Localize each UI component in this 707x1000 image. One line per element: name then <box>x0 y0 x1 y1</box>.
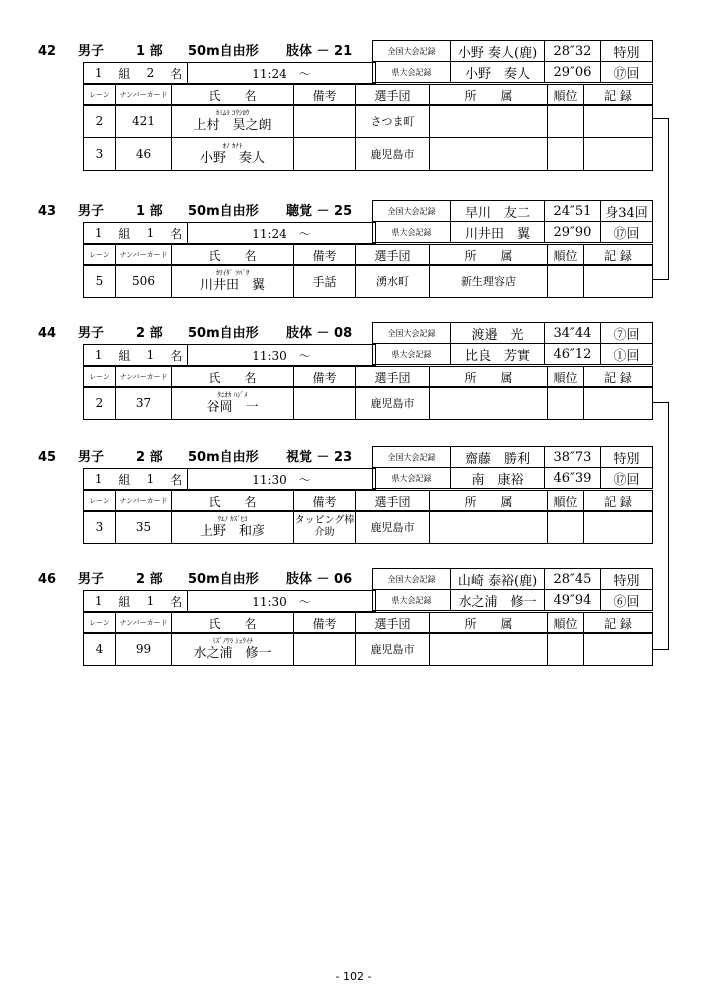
column-headers <box>83 490 653 512</box>
name-kana: ｶﾐﾑﾗ ｺｳｼﾛｳ <box>215 108 250 117</box>
start-time: 11:30 ～ <box>188 345 376 366</box>
event-number: 43 <box>38 204 57 219</box>
athlete-count: 1 <box>136 345 166 366</box>
header-affil: 所 属 <box>430 85 548 106</box>
pref-record-label: 県大会記録 <box>373 590 451 611</box>
header-team: 選手団 <box>356 245 430 266</box>
note <box>294 387 356 420</box>
heat-info <box>83 590 376 612</box>
header-note: 備考 <box>294 491 356 512</box>
event-title <box>38 322 372 346</box>
header-lane: レーン <box>84 491 116 512</box>
rank <box>548 138 584 171</box>
header-team: 選手団 <box>356 491 430 512</box>
athlete-name <box>172 138 294 171</box>
record <box>584 387 653 420</box>
record-table <box>372 446 653 489</box>
affiliation <box>430 633 548 666</box>
header-name: 氏 名 <box>172 245 294 266</box>
athlete-count: 1 <box>136 591 166 612</box>
name-kanji: 谷岡 一 <box>206 399 259 415</box>
header-card: ナンバーカード <box>116 367 172 388</box>
heat-number: 1 <box>84 591 114 612</box>
header-affil: 所 属 <box>430 613 548 634</box>
event-division: 1 部 <box>136 204 163 219</box>
athlete-name <box>172 265 294 298</box>
event-category: 視覚 － 23 <box>286 450 353 465</box>
note: 手話 <box>294 265 356 298</box>
record-table <box>372 40 653 83</box>
record <box>584 105 653 138</box>
athlete-count: 1 <box>136 223 166 244</box>
header-record: 記 録 <box>584 85 653 106</box>
heat-unit: 組 <box>114 223 136 244</box>
pref-record-label: 県大会記録 <box>373 468 451 489</box>
heat-info <box>83 344 376 366</box>
note <box>294 105 356 138</box>
athlete-table <box>83 632 653 666</box>
event-race: 50m自由形 <box>188 450 259 465</box>
start-time: 11:30 ～ <box>188 469 376 490</box>
lane: 2 <box>84 105 116 138</box>
event-gender: 男子 <box>78 450 105 465</box>
header-affil: 所 属 <box>430 367 548 388</box>
header-affil: 所 属 <box>430 245 548 266</box>
national-record-note: 身34回 <box>601 201 653 222</box>
note <box>294 633 356 666</box>
affiliation <box>430 105 548 138</box>
pref-record-holder: 川井田 翼 <box>451 222 545 243</box>
pref-record-note: ⑰回 <box>601 62 653 83</box>
lane: 4 <box>84 633 116 666</box>
heat-number: 1 <box>84 223 114 244</box>
count-unit: 名 <box>166 345 188 366</box>
national-record-time: 34″44 <box>545 323 601 344</box>
event-gender: 男子 <box>78 44 105 59</box>
card-number: 421 <box>116 105 172 138</box>
card-number: 99 <box>116 633 172 666</box>
team: 鹿児島市 <box>356 511 430 544</box>
start-time: 11:24 ～ <box>188 223 376 244</box>
rank <box>548 105 584 138</box>
header-card: ナンバーカード <box>116 85 172 106</box>
table-row <box>84 138 653 171</box>
pref-record-holder: 比良 芳實 <box>451 344 545 365</box>
header-name: 氏 名 <box>172 367 294 388</box>
name-kanji: 小野 奏人 <box>199 150 265 166</box>
name-kanji: 水之浦 修一 <box>193 645 272 661</box>
column-headers <box>83 244 653 266</box>
card-number: 37 <box>116 387 172 420</box>
header-team: 選手団 <box>356 85 430 106</box>
card-number: 46 <box>116 138 172 171</box>
header-affil: 所 属 <box>430 491 548 512</box>
event-gender: 男子 <box>78 572 105 587</box>
pref-record-time: 29″90 <box>545 222 601 243</box>
national-record-holder: 小野 奏人(鹿) <box>451 41 545 62</box>
event-division: 2 部 <box>136 450 163 465</box>
pref-record-note: ①回 <box>601 344 653 365</box>
header-card: ナンバーカード <box>116 245 172 266</box>
national-record-note: ⑦回 <box>601 323 653 344</box>
national-record-label: 全国大会記録 <box>373 41 451 62</box>
event-number: 44 <box>38 326 57 341</box>
pref-record-holder: 小野 奏人 <box>451 62 545 83</box>
heat-unit: 組 <box>114 63 136 84</box>
table-row <box>84 633 653 666</box>
lane: 3 <box>84 138 116 171</box>
record <box>584 265 653 298</box>
pref-record-note: ⑰回 <box>601 222 653 243</box>
event-43 <box>38 200 652 293</box>
heat-number: 1 <box>84 345 114 366</box>
header-lane: レーン <box>84 85 116 106</box>
event-division: 2 部 <box>136 326 163 341</box>
athlete-count: 1 <box>136 469 166 490</box>
heat-unit: 組 <box>114 469 136 490</box>
note: タッピング棒介助 <box>294 511 356 544</box>
affiliation <box>430 138 548 171</box>
team: 湧水町 <box>356 265 430 298</box>
name-kana: ﾐｽﾞﾉｳﾗ ｼｭｳｲﾁ <box>212 636 253 645</box>
event-46 <box>38 568 652 661</box>
athlete-name <box>172 387 294 420</box>
national-record-label: 全国大会記録 <box>373 569 451 590</box>
rank <box>548 633 584 666</box>
name-kana: ｶﾜｲﾀﾞ ﾂﾊﾞｻ <box>215 268 250 277</box>
header-rank: 順位 <box>548 367 584 388</box>
header-lane: レーン <box>84 367 116 388</box>
heat-info <box>83 222 376 244</box>
table-row <box>84 265 653 298</box>
event-gender: 男子 <box>78 326 105 341</box>
pref-record-note: ⑰回 <box>601 468 653 489</box>
name-kana: ｳｴﾉ ｶｽﾞﾋｺ <box>217 514 248 523</box>
athlete-table <box>83 104 653 171</box>
header-name: 氏 名 <box>172 491 294 512</box>
event-race: 50m自由形 <box>188 204 259 219</box>
note <box>294 138 356 171</box>
affiliation <box>430 511 548 544</box>
header-rank: 順位 <box>548 245 584 266</box>
table-row <box>84 387 653 420</box>
affiliation <box>430 387 548 420</box>
column-headers <box>83 612 653 634</box>
event-gender: 男子 <box>78 204 105 219</box>
lane: 3 <box>84 511 116 544</box>
athlete-count: 2 <box>136 63 166 84</box>
name-kanji: 上野 和彦 <box>199 523 265 539</box>
pref-record-holder: 水之浦 修一 <box>451 590 545 611</box>
start-time: 11:24 ～ <box>188 63 376 84</box>
record-table <box>372 200 653 243</box>
record-table <box>372 568 653 611</box>
header-record: 記 録 <box>584 367 653 388</box>
header-lane: レーン <box>84 613 116 634</box>
header-rank: 順位 <box>548 85 584 106</box>
athlete-name <box>172 633 294 666</box>
national-record-note: 特別 <box>601 447 653 468</box>
pref-record-time: 46″39 <box>545 468 601 489</box>
event-race: 50m自由形 <box>188 326 259 341</box>
pref-record-time: 29″06 <box>545 62 601 83</box>
event-division: 2 部 <box>136 572 163 587</box>
header-note: 備考 <box>294 613 356 634</box>
header-record: 記 録 <box>584 613 653 634</box>
event-race: 50m自由形 <box>188 44 259 59</box>
team: さつま町 <box>356 105 430 138</box>
national-record-label: 全国大会記録 <box>373 447 451 468</box>
pref-record-label: 県大会記録 <box>373 344 451 365</box>
event-category: 肢体 － 08 <box>286 326 353 341</box>
team: 鹿児島市 <box>356 633 430 666</box>
count-unit: 名 <box>166 63 188 84</box>
national-record-holder: 渡邉 光 <box>451 323 545 344</box>
header-name: 氏 名 <box>172 613 294 634</box>
header-rank: 順位 <box>548 491 584 512</box>
national-record-note: 特別 <box>601 569 653 590</box>
record-table <box>372 322 653 365</box>
header-record: 記 録 <box>584 245 653 266</box>
heat-info <box>83 62 376 84</box>
rank <box>548 265 584 298</box>
event-44 <box>38 322 652 415</box>
header-name: 氏 名 <box>172 85 294 106</box>
table-row <box>84 511 653 544</box>
table-row <box>84 105 653 138</box>
national-record-note: 特別 <box>601 41 653 62</box>
heat-group-bracket <box>652 402 669 650</box>
header-card: ナンバーカード <box>116 491 172 512</box>
lane: 5 <box>84 265 116 298</box>
event-45 <box>38 446 652 539</box>
record <box>584 633 653 666</box>
name-kana: ﾀﾆｵｶ ﾊｼﾞﾒ <box>217 390 248 399</box>
header-note: 備考 <box>294 245 356 266</box>
national-record-time: 28″45 <box>545 569 601 590</box>
header-lane: レーン <box>84 245 116 266</box>
heat-number: 1 <box>84 469 114 490</box>
national-record-holder: 齋藤 勝利 <box>451 447 545 468</box>
event-category: 聴覚 － 25 <box>286 204 353 219</box>
name-kanji: 上村 昊之朗 <box>193 117 272 133</box>
pref-record-label: 県大会記録 <box>373 222 451 243</box>
event-division: 1 部 <box>136 44 163 59</box>
column-headers <box>83 84 653 106</box>
card-number: 35 <box>116 511 172 544</box>
record <box>584 138 653 171</box>
event-42 <box>38 40 652 166</box>
event-title <box>38 40 372 64</box>
event-title <box>38 568 372 592</box>
event-title <box>38 200 372 224</box>
national-record-time: 38″73 <box>545 447 601 468</box>
count-unit: 名 <box>166 469 188 490</box>
event-title <box>38 446 372 470</box>
national-record-label: 全国大会記録 <box>373 201 451 222</box>
rank <box>548 511 584 544</box>
event-category: 肢体 － 21 <box>286 44 353 59</box>
affiliation: 新生理容店 <box>430 265 548 298</box>
heat-number: 1 <box>84 63 114 84</box>
national-record-time: 28″32 <box>545 41 601 62</box>
start-time: 11:30 ～ <box>188 591 376 612</box>
page-number: - 102 - <box>335 970 372 983</box>
column-headers <box>83 366 653 388</box>
national-record-holder: 山崎 泰裕(鹿) <box>451 569 545 590</box>
event-number: 46 <box>38 572 57 587</box>
team: 鹿児島市 <box>356 138 430 171</box>
heat-group-bracket <box>652 118 669 280</box>
header-rank: 順位 <box>548 613 584 634</box>
pref-record-time: 49″94 <box>545 590 601 611</box>
header-note: 備考 <box>294 85 356 106</box>
header-note: 備考 <box>294 367 356 388</box>
athlete-name <box>172 105 294 138</box>
event-number: 42 <box>38 44 57 59</box>
event-number: 45 <box>38 450 57 465</box>
national-record-time: 24″51 <box>545 201 601 222</box>
count-unit: 名 <box>166 223 188 244</box>
athlete-table <box>83 510 653 544</box>
header-card: ナンバーカード <box>116 613 172 634</box>
athlete-table <box>83 264 653 298</box>
pref-record-label: 県大会記録 <box>373 62 451 83</box>
event-race: 50m自由形 <box>188 572 259 587</box>
count-unit: 名 <box>166 591 188 612</box>
event-category: 肢体 － 06 <box>286 572 353 587</box>
header-record: 記 録 <box>584 491 653 512</box>
header-team: 選手団 <box>356 613 430 634</box>
pref-record-holder: 南 康裕 <box>451 468 545 489</box>
pref-record-time: 46″12 <box>545 344 601 365</box>
pref-record-note: ⑥回 <box>601 590 653 611</box>
rank <box>548 387 584 420</box>
heat-unit: 組 <box>114 591 136 612</box>
name-kanji: 川井田 翼 <box>199 277 265 293</box>
name-kana: ｵﾉ ｶﾅﾄ <box>222 141 243 150</box>
lane: 2 <box>84 387 116 420</box>
athlete-table <box>83 386 653 420</box>
team: 鹿児島市 <box>356 387 430 420</box>
card-number: 506 <box>116 265 172 298</box>
national-record-holder: 早川 友二 <box>451 201 545 222</box>
header-team: 選手団 <box>356 367 430 388</box>
athlete-name <box>172 511 294 544</box>
heat-info <box>83 468 376 490</box>
national-record-label: 全国大会記録 <box>373 323 451 344</box>
heat-unit: 組 <box>114 345 136 366</box>
record <box>584 511 653 544</box>
